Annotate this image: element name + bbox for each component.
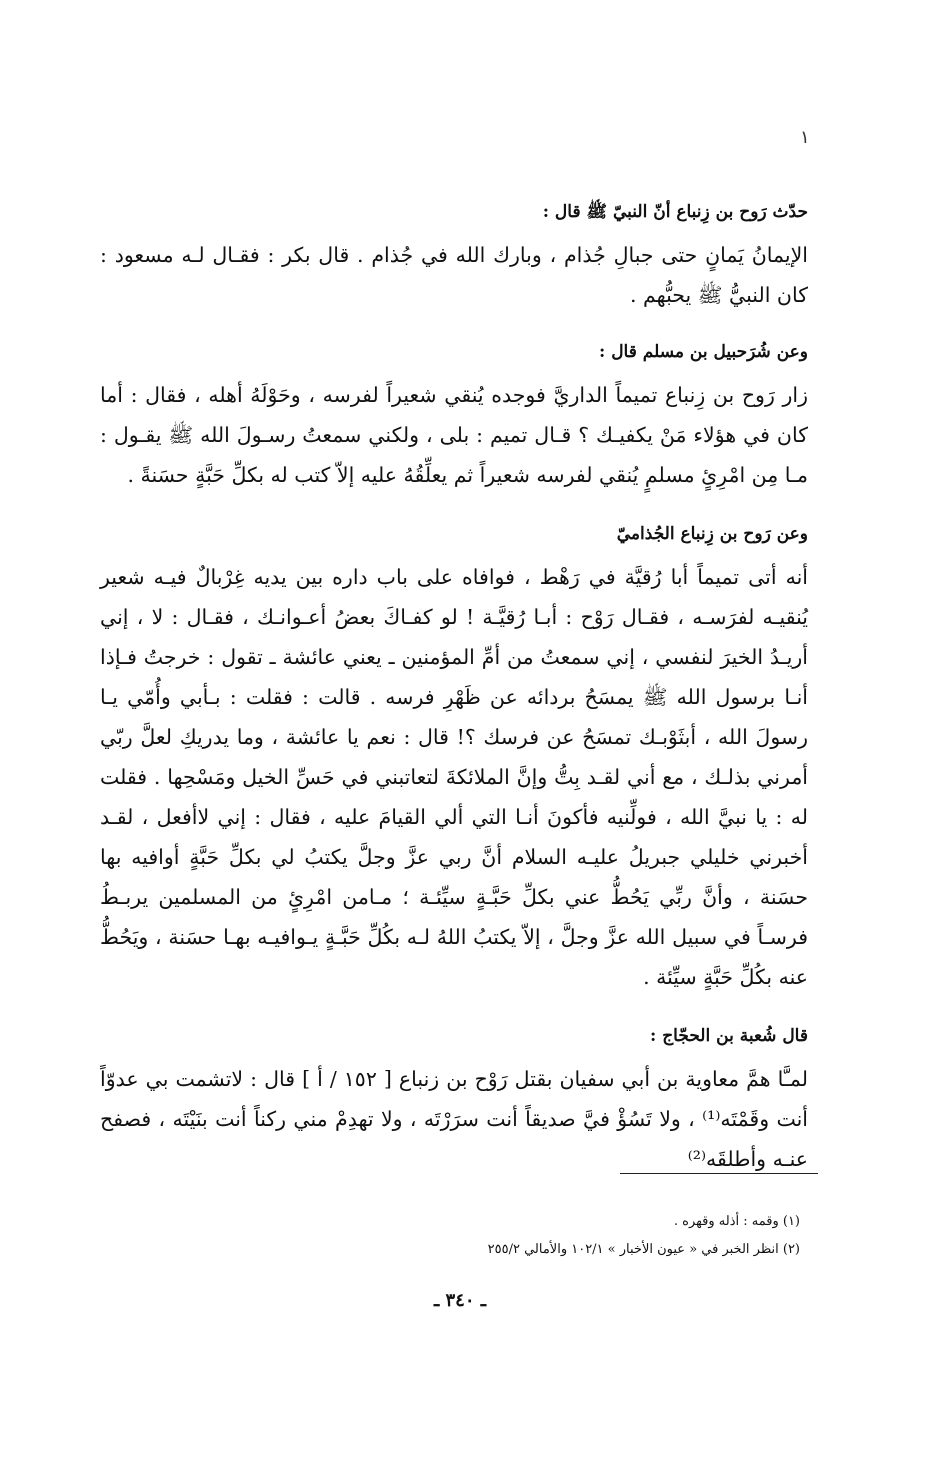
- footnote-divider: [620, 1173, 818, 1174]
- footnote: (٢) انظر الخبر في « عيون الأخبار » ١٠٢/١ والأمالي ٢٥٥/٢: [487, 1242, 800, 1257]
- section-heading: وعن شُرَحبيل بن مسلم قال :: [599, 342, 808, 362]
- footnote: (١) وقمه : أذله وقهره .: [673, 1214, 800, 1229]
- section-body: زار رَوح بن زِنباع تميماً الداريَّ فوجده يُنقي شعيراً لفرسه ، وحَوْلَهُ أهله ، فقال : أما كان في هؤلاء مَنْ يكفيـك ؟ قـال تميم : بلى ، ولكني سمعتُ رسـولَ الله ﷺ يقـول : مـا مِن امْرِئٍ مسلمٍ يُنقي لفرسه شعيراً ثم يعلِّقُهُ عليه إلاّ كتب له بكلِّ حَبَّةٍ حسَنةً .: [100, 383, 808, 487]
- margin-mark: ١: [800, 127, 810, 148]
- section-body: أنه أتى تميماً أبا رُقيَّة في رَهْط ، فوافاه على باب داره بين يديه غِرْبالٌ فيـه شعير يُنقيـه لفرَسـه ، فقـال رَوْح : أبـا رُقيَّـة ! لو كفـاكَ بعضُ أعـوانـك ، فقـال : لا ، إني أريـدُ الخيرَ لنفسي ، إني سمعتُ من أمِّ المؤمنين ـ يعني عائشة ـ تقول : خرجتُ فـإذا أنـا برسول الله ﷺ يمسَحُ بردائه عن ظَهْرِ فرسه . قالت : فقلت : بـأبي وأُمّي يـا رسولَ الله ، أبثَوْبـك تمسَحُ عن فرسك ؟! قال : نعم يا عائشة ، وما يدريكِ لعلَّ ربّي أمرني بذلـك ، مع أني لقـد بِتُّ وإنَّ الملائكةَ لتعاتبني في حَسِّ الخيل ومَسْحِها . فقلت له : يا نبيَّ الله ، فولِّنيه فأكونَ أنـا التي ألي القيامَ عليه ، فقال : إني لاأفعل ، لقـد أخبرني خليلي جبريلُ عليـه السلام أنَّ ربي عزَّ وجلَّ يكتبُ لي بكلِّ حَبَّةٍ أوافيه بها حسَنة ، وأنَّ ربِّي يَحُطُّ عني بكلِّ حَبَّـةٍ سيِّئـة ؛ مـامن امْرِئٍ من المسلمين يربـطُ فرسـاً في سبيل الله عزَّ وجلَّ ، إلاّ يكتبُ اللهُ لـه بكُلِّ حَبَّـةٍ يـوافيـه بهـا حسَنة ، ويَحُطُّ عنه بكُلِّ حَبَّةٍ سيِّئة .: [100, 565, 808, 989]
- section-body: لمـَّا همَّ معاوية بن أبي سفيان بقتل رَوْح بن زنباع [ ١٥٢ / أ ] قال : لاتشمت بي عدوّاً أنت وقَمْتَه⁽¹⁾ ، ولا تَسُؤْ فيَّ صديقاً أنت سرَرْتَه ، ولا تهدِمْ مني ركناً أنت بنَيْتَه ، فصفح عنـه وأطلقَه⁽²⁾: [100, 1067, 809, 1171]
- footnotes: [380, 1208, 800, 1264]
- section-heading: وعن رَوح بن زِنباع الجُذاميّ: [616, 524, 808, 544]
- main-text: [100, 195, 808, 1179]
- section-body: الإيمانُ يَمانٍ حتى جبالِ جُذام ، وبارك الله في جُذام . قال بكر : فقـال لـه مسعود : كان النبيُّ ﷺ يحبُّهم .: [100, 243, 808, 307]
- section-heading: حدّث رَوح بن زِنباع أنّ النبيّ ﷺ قال :: [542, 202, 808, 222]
- section-heading: قال شُعبة بن الحجّاج :: [650, 1026, 808, 1046]
- page-number: ـ ٣٤٠ ـ: [433, 1290, 487, 1311]
